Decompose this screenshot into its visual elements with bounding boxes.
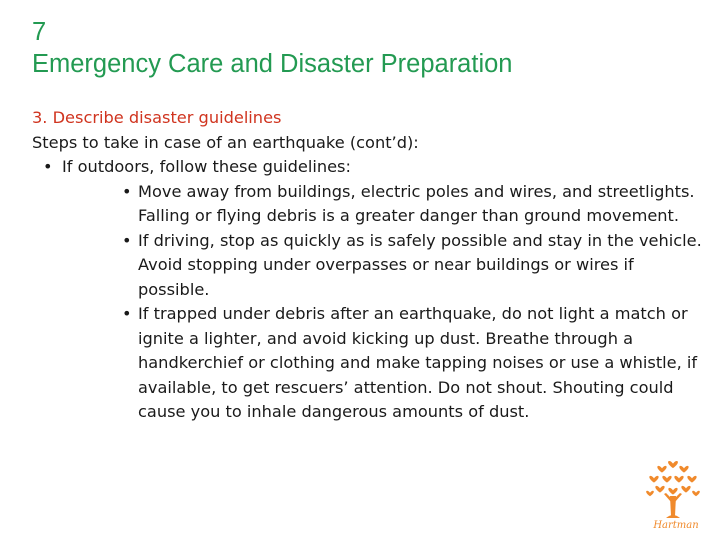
slide-title bbox=[32, 16, 512, 80]
chapter-title: Emergency Care and Disaster Preparation bbox=[32, 50, 513, 78]
logo-wordmark: Hartman bbox=[653, 520, 699, 531]
sub-bullet-item: • If trapped under debris after an earthquake, do not light a match or ignite a lighter, and avoid kicking up dust. Breathe through a handkerchief or clothing and make tapping noises or use a whistle, if available, to get rescuers’ attention. Do not shout. Shouting could cause you to inhale dangerous amounts of dust. bbox=[122, 302, 702, 425]
chapter-number: 7 bbox=[32, 18, 47, 46]
slide-body bbox=[32, 106, 702, 425]
hartman-logo bbox=[640, 450, 706, 536]
intro-text: Steps to take in case of an earthquake (cont’d): bbox=[32, 132, 419, 152]
sub-bullet-item: • Move away from buildings, electric poles and wires, and streetlights. Falling or flying debris is a greater danger than ground movement. bbox=[122, 180, 702, 229]
section-heading: 3. Describe disaster guidelines bbox=[32, 108, 282, 127]
sub-bullet-item: • If driving, stop as quickly as is safely possible and stay in the vehicle. Avoid stopping under overpasses or near buildings or wires if possible. bbox=[122, 229, 702, 303]
outdoor-bullet: • If outdoors, follow these guidelines: bbox=[32, 155, 702, 180]
sub-bullet-list bbox=[122, 180, 702, 425]
